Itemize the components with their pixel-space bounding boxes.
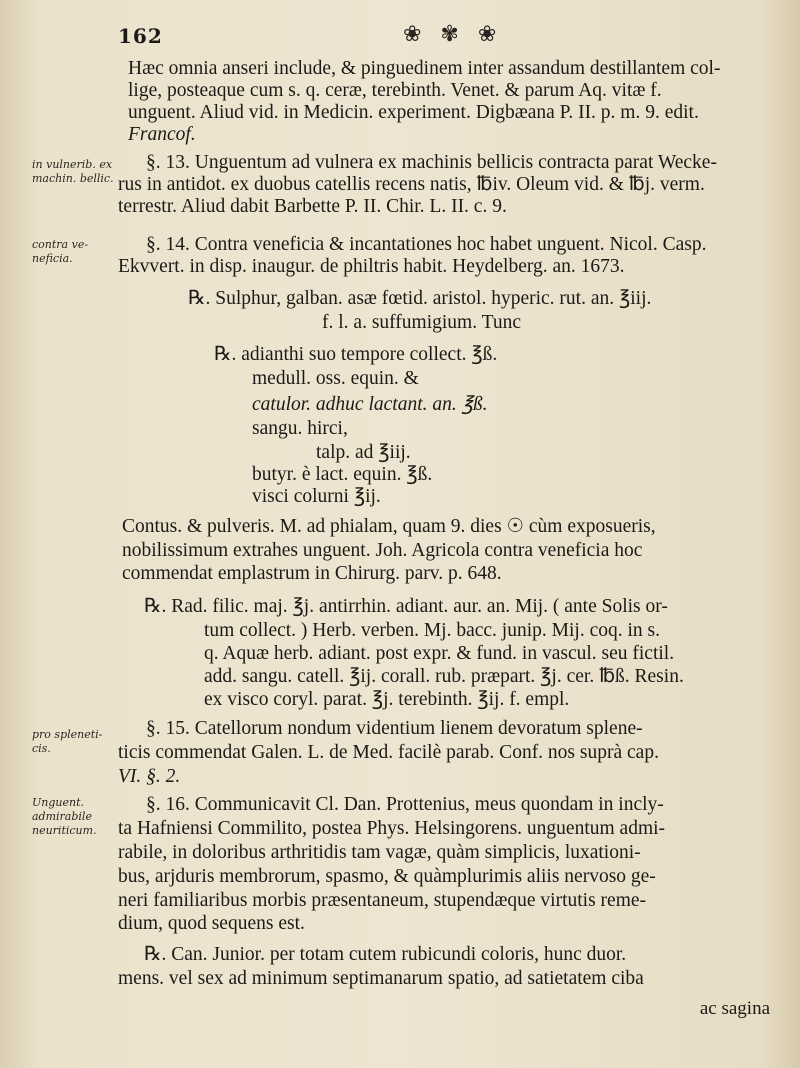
text-line: medull. oss. equin. & (252, 368, 419, 389)
text-line: §. 14. Contra veneficia & incantationes hoc habet unguent. Nicol. Casp. (146, 234, 707, 255)
text-line: VI. §. 2. (118, 766, 181, 787)
sidenote-spleneticis: pro spleneti- cis. (32, 728, 103, 755)
text-line: Ekvvert. in disp. inaugur. de philtris habit. Heydelberg. an. 1673. (118, 256, 625, 277)
text-line: §. 15. Catellorum nondum videntium lienem devoratum splene- (146, 718, 643, 739)
text-line: q. Aquæ herb. adiant. post expr. & fund. in vascul. seu fictil. (204, 643, 675, 664)
text-line: talp. ad ℥iij. (316, 442, 411, 463)
text-line: §. 13. Unguentum ad vulnera ex machinis bellicis contracta parat Wecke- (146, 152, 717, 173)
text-line: mens. vel sex ad minimum septimanarum spatio, ad satietatem ciba (118, 968, 644, 989)
text-line: nobilissimum extrahes unguent. Joh. Agricola contra veneficia hoc (122, 540, 643, 561)
text-line: lige, posteaque cum s. q. ceræ, terebinth. Venet. & parum Aq. vitæ f. (128, 80, 662, 101)
text-line: Francof. (128, 124, 196, 145)
text-line: commendat emplastrum in Chirurg. parv. p. 648. (122, 563, 502, 584)
text-line: bus, arjduris membrorum, spasmo, & quàmplurimis aliis nervoso ge- (118, 866, 656, 887)
text-line: Hæc omnia anseri include, & pinguedinem inter assandum destillantem col- (128, 58, 721, 79)
text-line: Contus. & pulveris. M. ad phialam, quam 9. dies ☉ cùm exposueris, (122, 516, 656, 537)
text-line: sangu. hirci, (252, 418, 348, 439)
text-line: ex visco coryl. parat. ℥j. terebinth. ℥ij. f. empl. (204, 689, 570, 710)
text-line: §. 16. Communicavit Cl. Dan. Prottenius, meus quondam in incly- (146, 794, 664, 815)
text-line: tum collect. ) Herb. verben. Mj. bacc. junip. Mij. coq. in s. (204, 620, 660, 641)
catchword: ac sagina (699, 998, 770, 1019)
text-line: terrestr. Aliud dabit Barbette P. II. Chir. L. II. c. 9. (118, 196, 507, 217)
text-line: dium, quod sequens est. (118, 913, 305, 934)
text-line: ℞. Rad. filic. maj. ℥j. antirrhin. adiant. aur. an. Mij. ( ante Solis or- (144, 596, 668, 617)
text-line: ℞. adianthi suo tempore collect. ℥ß. (214, 344, 498, 365)
text-line: f. l. a. suffumigium. Tunc (322, 312, 521, 333)
page-number: 162 (118, 24, 163, 48)
text-line: ta Hafniensi Commilito, postea Phys. Helsingorens. unguentum admi- (118, 818, 666, 839)
sidenote-veneficia: contra ve- neficia. (32, 238, 89, 265)
text-line: visci colurni ℥ij. (252, 486, 381, 507)
text-line: butyr. è lact. equin. ℥ß. (252, 464, 433, 485)
text-line: rus in antidot. ex duobus catellis recens natis, ℔iv. Oleum vid. & ℔j. verm. (118, 174, 705, 195)
text-line: neri familiaribus morbis præsentaneum, stupendæque virtutis reme- (118, 890, 647, 911)
text-line: add. sangu. catell. ℥ij. corall. rub. præpart. ℥j. cer. ℔ß. Resin. (204, 666, 684, 687)
text-line: rabile, in doloribus arthritidis tam vagæ, quàm simplicis, luxationi- (118, 842, 641, 863)
sidenote-unguent-admirabile: Unguent. admirabile neuriticum. (32, 796, 97, 837)
text-line: ℞. Sulphur, galban. asæ fœtid. aristol. hyperic. rut. an. ℥iij. (188, 288, 652, 309)
text-line: unguent. Aliud vid. in Medicin. experiment. Digbæana P. II. p. m. 9. edit. (128, 102, 699, 123)
page-header (118, 22, 770, 50)
text-line: catulor. adhuc lactant. an. ℥ß. (252, 394, 488, 415)
text-line: ticis commendat Galen. L. de Med. facilè parab. Conf. nos suprà cap. (118, 742, 659, 763)
header-ornament: ❀ ✾ ❀ (403, 22, 503, 47)
text-line: ℞. Can. Junior. per totam cutem rubicundi coloris, hunc duor. (144, 944, 627, 965)
sidenote-vulnera: in vulnerib. ex machin. bellic. (32, 158, 114, 185)
